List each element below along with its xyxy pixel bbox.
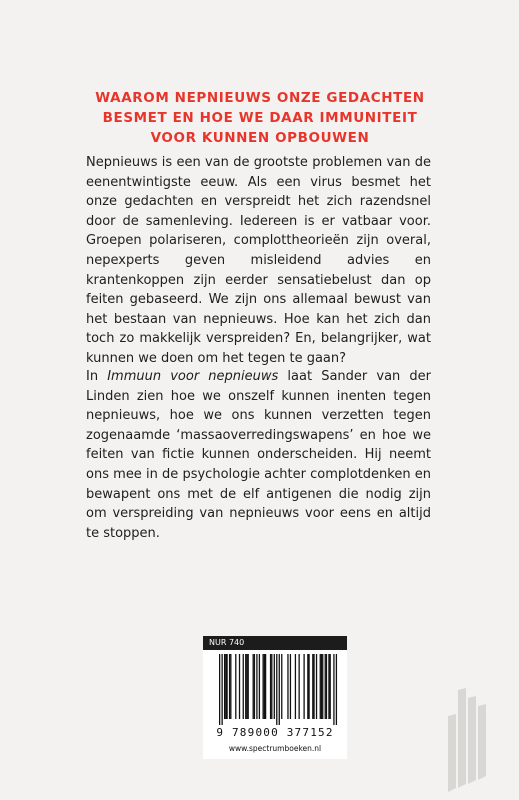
- barcode-bar: [262, 654, 263, 719]
- barcode-bar: [221, 654, 222, 725]
- barcode-bar: [326, 654, 327, 719]
- barcode-bar: [254, 654, 255, 719]
- nur-code: NUR 740: [203, 636, 347, 650]
- blurb-paragraph-1-text: Nepnieuws is een van de grootste problemen van de eenentwintigste eeuw. Als een virus besmet het onze gedachten en verspreidt het zich razendsnel door de samenleving. Iedereen is er vatbaar voor. Groepen polariseren, complottheorieën zijn overal, nepexperts geven misleidend advies en krantenkoppen zijn eerder sensatiebelust dan op feiten gebaseerd. We zijn ons allemaal bewust van het bestaan van nepnieuws. Hoe kan het zich dan toch zo makkelijk verspreiden? En, belangrijker, wat kunnen we doen om het tegen te gaan?: [86, 155, 431, 366]
- blurb-paragraph-2: [86, 367, 431, 543]
- barcode-bar: [330, 654, 331, 719]
- barcode-bar: [333, 654, 334, 725]
- publisher-url: www.spectrumboeken.nl: [228, 744, 322, 753]
- barcode-bar: [256, 654, 257, 719]
- barcode-bar: [271, 654, 272, 719]
- barcode-bar: [303, 654, 304, 719]
- barcode-bar: [328, 654, 329, 719]
- barcode-bar: [290, 654, 291, 719]
- barcode-bar: [321, 654, 322, 719]
- barcode-bar: [281, 654, 282, 719]
- barcode-bar: [219, 654, 220, 725]
- barcode-bar: [312, 654, 313, 719]
- barcode-bar: [276, 654, 277, 725]
- barcode-bar: [308, 654, 309, 719]
- barcode-bar: [225, 654, 226, 719]
- barcode-bar: [307, 654, 308, 719]
- barcode-bar: [235, 654, 236, 719]
- barcode-bar: [253, 654, 254, 719]
- tagline-line-2: BESMET EN HOE WE DAAR IMMUNITEIT: [102, 110, 418, 126]
- barcode-bar: [270, 654, 271, 719]
- barcode-bar: [248, 654, 249, 719]
- barcode-bar: [226, 654, 227, 719]
- isbn-barcode: [209, 654, 341, 725]
- barcode-bar: [316, 654, 317, 719]
- barcode-bar: [287, 654, 288, 719]
- barcode-bar: [245, 654, 246, 719]
- cover-tagline: [60, 88, 460, 148]
- barcode-bar: [264, 654, 265, 719]
- barcode-bar: [325, 654, 326, 719]
- barcode-bar: [224, 654, 225, 719]
- barcode-bar: [322, 654, 323, 719]
- barcode-bar: [229, 654, 230, 719]
- barcode-panel: [203, 636, 347, 759]
- barcode-bar: [298, 654, 299, 719]
- barcode-bar: [259, 654, 260, 719]
- barcode-bar: [265, 654, 266, 719]
- barcode-bar: [295, 654, 296, 719]
- barcode-bar: [313, 654, 314, 719]
- barcode-bar: [246, 654, 247, 719]
- isbn-number: 9 789000 377152: [216, 726, 334, 739]
- blurb-paragraph-1: [86, 153, 431, 369]
- barcode-bar: [243, 654, 244, 719]
- blurb-paragraph-2-text: [86, 367, 431, 543]
- tagline-line-1: WAAROM NEPNIEUWS ONZE GEDACHTEN: [95, 90, 425, 106]
- paragraph-rest: laat Sander van der Linden zien hoe we onszelf kunnen inenten tegen nepnieuws, hoe we ons kunnen verzetten tegen zogenaamde ‘massaoverredingswapens’ en hoe we feiten van fictie kunnen onderscheiden. Hij neemt ons mee in de psychologie achter complotdenken en bewapent ons met de elf antigenen die nodig zijn om verspreiding van nepnieuws voor eens en altijd te stoppen.: [86, 369, 432, 541]
- tagline-line-3: VOOR KUNNEN OPBOUWEN: [150, 130, 370, 146]
- barcode-bar: [274, 654, 275, 719]
- book-title: Immuun voor nepnieuws: [107, 369, 279, 384]
- barcode-bar: [320, 654, 321, 719]
- barcode-bar: [230, 654, 231, 719]
- paragraph-lead: In: [86, 369, 108, 384]
- barcode-bar: [239, 654, 240, 719]
- spectrum-logo-icon: [444, 688, 496, 792]
- barcode-bar: [336, 654, 337, 725]
- barcode-bar: [279, 654, 280, 725]
